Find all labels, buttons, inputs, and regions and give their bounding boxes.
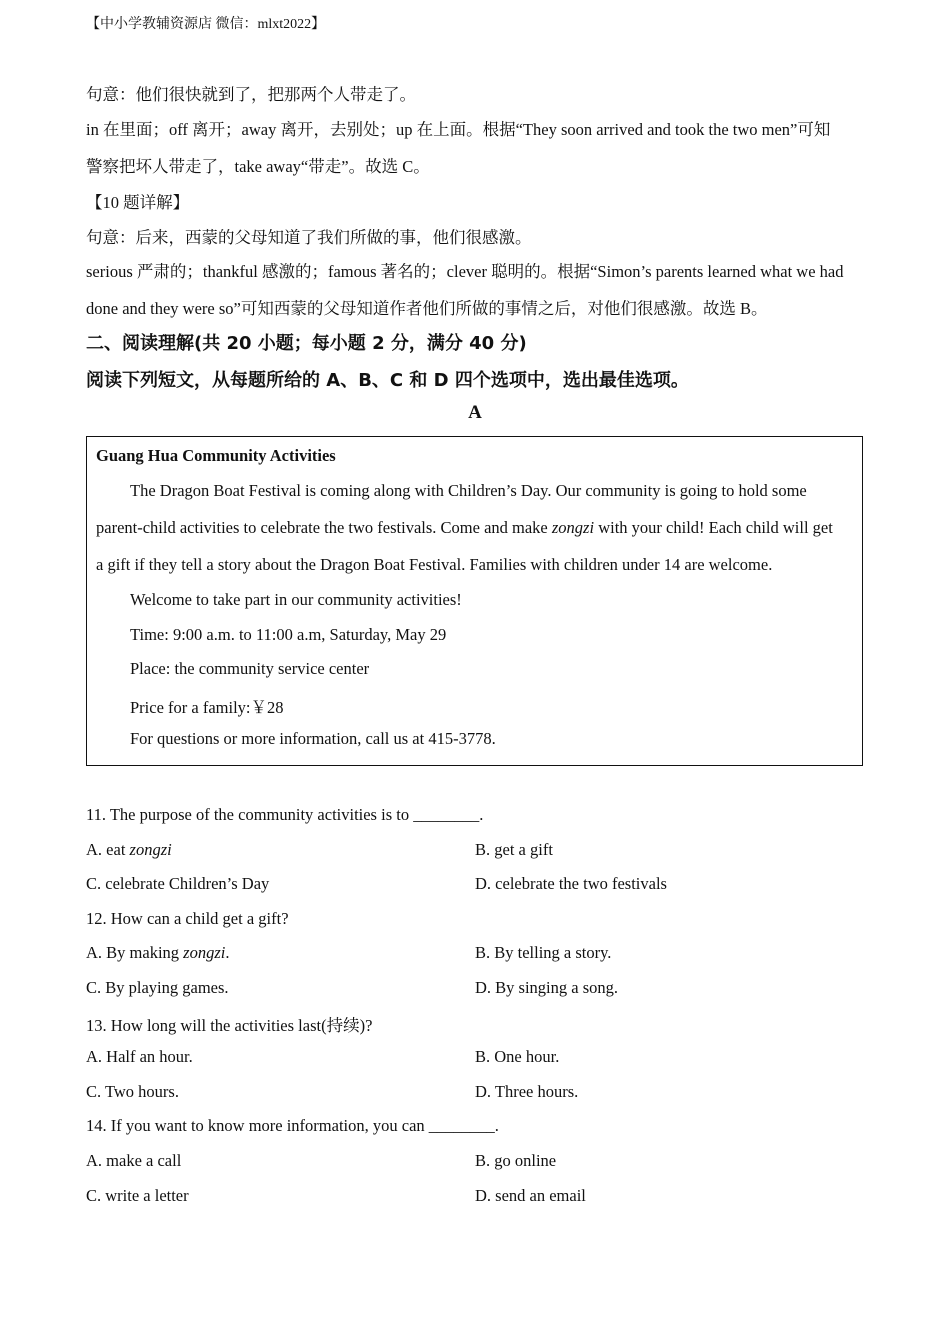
- option-a-italic: zongzi: [183, 943, 226, 962]
- question-11-option-d: D. celebrate the two festivals: [475, 874, 667, 893]
- question-11-option-c: C. celebrate Children’s Day: [86, 874, 270, 893]
- passage-time: Time: 9:00 a.m. to 11:00 a.m, Saturday, May 29: [130, 625, 447, 644]
- question-13-option-b: B. One hour.: [475, 1047, 560, 1066]
- question-14-option-b: B. go online: [475, 1151, 557, 1170]
- question-12-option-c: C. By playing games.: [86, 978, 229, 997]
- passage-place: Place: the community service center: [130, 659, 370, 678]
- passage-line-2-start: parent-child activities to celebrate the two festivals. Come and make: [96, 518, 552, 537]
- q10-explanation-line-2: done and they were so”可知西蒙的父母知道作者他们所做的事情之后，对他们很感激。故选 B。: [86, 299, 768, 318]
- question-12-option-b: B. By telling a story.: [475, 943, 612, 962]
- q10-sentence-meaning: 句意：后来，西蒙的父母知道了我们所做的事，他们很感激。: [86, 228, 532, 247]
- question-11-option-b: B. get a gift: [475, 840, 553, 859]
- passage-paragraph-line-2: [96, 518, 833, 538]
- option-a-text: A. make a call: [86, 1151, 182, 1170]
- q9-explanation-line-2: 警察把坏人带走了，take away“带走”。故选 C。: [86, 157, 430, 176]
- passage-price: Price for a family:￥28: [130, 698, 284, 717]
- passage-contact: For questions or more information, call us at 415-3778.: [130, 729, 496, 748]
- question-11-option-a: [86, 840, 172, 860]
- question-13-stem: 13. How long will the activities last(持续)?: [86, 1016, 373, 1035]
- question-13-option-a: [86, 1047, 193, 1067]
- option-a-suffix: .: [225, 943, 230, 962]
- question-14-option-a: [86, 1151, 181, 1171]
- passage-title: Guang Hua Community Activities: [96, 446, 336, 465]
- section-instruction: 阅读下列短文，从每题所给的 A、B、C 和 D 四个选项中，选出最佳选项。: [86, 370, 689, 391]
- section-heading: 二、阅读理解(共 20 小题；每小题 2 分，满分 40 分): [86, 333, 527, 354]
- q10-heading: 【10 题详解】: [86, 193, 190, 212]
- question-12-option-d: D. By singing a song.: [475, 978, 619, 997]
- page-header: 【中小学教辅资源店 微信：mlxt2022】: [86, 17, 326, 32]
- passage-paragraph-line-3: a gift if they tell a story about the Dragon Boat Festival. Families with children under 14 are welcome.: [96, 555, 773, 574]
- passage-label: A: [468, 402, 482, 423]
- question-12-option-a: [86, 943, 229, 963]
- passage-paragraph-line-1: The Dragon Boat Festival is coming along with Children’s Day. Our community is going to hold some: [130, 481, 807, 500]
- question-13-option-d: D. Three hours.: [475, 1082, 579, 1101]
- option-a-text: A. eat: [86, 840, 130, 859]
- passage-box: [86, 436, 863, 766]
- question-11-stem: 11. The purpose of the community activities is to ________.: [86, 805, 484, 824]
- question-12-stem: 12. How can a child get a gift?: [86, 909, 289, 928]
- question-13-option-c: C. Two hours.: [86, 1082, 179, 1101]
- option-a-text: A. Half an hour.: [86, 1047, 193, 1066]
- passage-line-2-end: with your child! Each child will get: [594, 518, 833, 537]
- q9-explanation-line-1: in 在里面；off 离开；away 离开，去别处；up 在上面。根据“They soon arrived and took the two men”可知: [86, 120, 831, 139]
- zongzi-term: zongzi: [551, 518, 595, 537]
- question-14-stem: 14. If you want to know more information, you can ________.: [86, 1116, 499, 1135]
- q10-explanation-line-1: serious 严肃的；thankful 感激的；famous 著名的；clever 聪明的。根据“Simon’s parents learned what we had: [86, 262, 844, 281]
- option-a-italic: zongzi: [129, 840, 172, 859]
- q9-sentence-meaning: 句意：他们很快就到了，把那两个人带走了。: [86, 85, 416, 104]
- question-14-option-d: D. send an email: [475, 1186, 586, 1205]
- question-14-option-c: C. write a letter: [86, 1186, 189, 1205]
- passage-welcome: Welcome to take part in our community activities!: [130, 590, 462, 609]
- option-a-text: A. By making: [86, 943, 184, 962]
